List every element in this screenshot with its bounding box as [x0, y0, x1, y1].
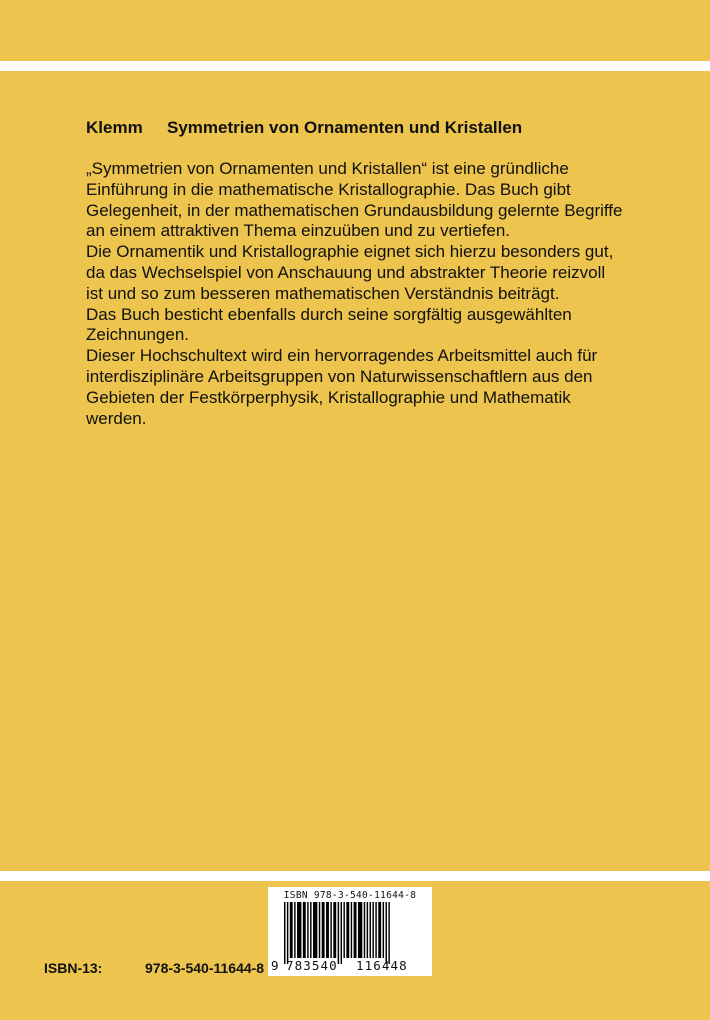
barcode-bar: [372, 902, 373, 958]
barcode-bar: [388, 902, 389, 964]
barcode-digits-left: 783540: [286, 958, 338, 973]
book-description: [86, 159, 626, 429]
barcode-bar: [367, 902, 368, 958]
barcode-bar: [322, 902, 325, 958]
description-paragraph: Die Ornamentik und Kristallographie eignet sich hierzu besonders gut, da das Wechselspiel von Anschauung und abstrakter Theorie reizvoll ist und so zum besseren mathematischen Verständnis beiträgt.: [86, 242, 614, 303]
barcode-bar: [326, 902, 329, 958]
barcode-bar: [290, 902, 293, 958]
barcode-bar: [358, 902, 362, 958]
barcode-bar: [330, 902, 331, 958]
book-title: Symmetrien von Ornamenten und Kristallen: [167, 118, 523, 137]
top-white-rule: [0, 61, 710, 71]
barcode-bar: [333, 902, 336, 958]
barcode-bar: [346, 902, 349, 958]
barcode-bar: [287, 902, 288, 964]
author-name: Klemm: [86, 118, 143, 137]
description-paragraph: „Symmetrien von Ornamenten und Kristallen“ ist eine gründliche Einführung in die mathematische Kristallographie. Das Buch gibt Gelegenheit, in der mathematischen Grundausbildung gelernte Begriffe an einem attraktiven Thema einzuüben und zu vertiefen.: [86, 159, 623, 241]
barcode-bar: [351, 902, 352, 958]
barcode-bar: [297, 902, 301, 958]
barcode-digit-first: 9: [271, 958, 279, 973]
isbn-barcode: [268, 887, 432, 976]
barcode-bar: [370, 902, 371, 958]
cover-heading: [86, 118, 522, 138]
barcode-bar: [343, 902, 344, 958]
barcode-bar: [375, 902, 376, 958]
barcode-bar: [313, 902, 317, 958]
barcode-bar: [341, 902, 342, 964]
barcode-bar: [284, 902, 285, 964]
barcode-bar: [354, 902, 357, 958]
barcode-bar: [378, 902, 381, 958]
barcode-bar: [338, 902, 339, 964]
barcode-bars: [268, 902, 432, 964]
isbn-number: 978-3-540-11644-8: [145, 960, 265, 976]
barcode-bar: [386, 902, 387, 964]
isbn-label: ISBN-13:: [44, 960, 103, 976]
barcode-bar: [294, 902, 295, 958]
barcode-bar: [303, 902, 306, 958]
barcode-bar: [319, 902, 320, 958]
barcode-bar: [364, 902, 365, 958]
barcode-bar: [383, 902, 384, 958]
barcode-isbn-text: ISBN 978-3-540-11644-8: [283, 890, 417, 901]
bottom-white-rule: [0, 871, 710, 881]
description-paragraph: Dieser Hochschultext wird ein hervorragendes Arbeitsmittel auch für interdisziplinäre Arbeitsgruppen von Naturwissenschaftlern aus den Gebieten der Festkörperphysik, Kristallographie und Mathematik werden.: [86, 346, 598, 428]
barcode-bar: [310, 902, 311, 958]
description-paragraph: Das Buch besticht ebenfalls durch seine sorgfältig ausgewählten Zeichnungen.: [86, 304, 572, 345]
isbn-line: [44, 960, 264, 976]
barcode-digits-right: 116448: [356, 958, 408, 973]
barcode-bar: [307, 902, 308, 958]
